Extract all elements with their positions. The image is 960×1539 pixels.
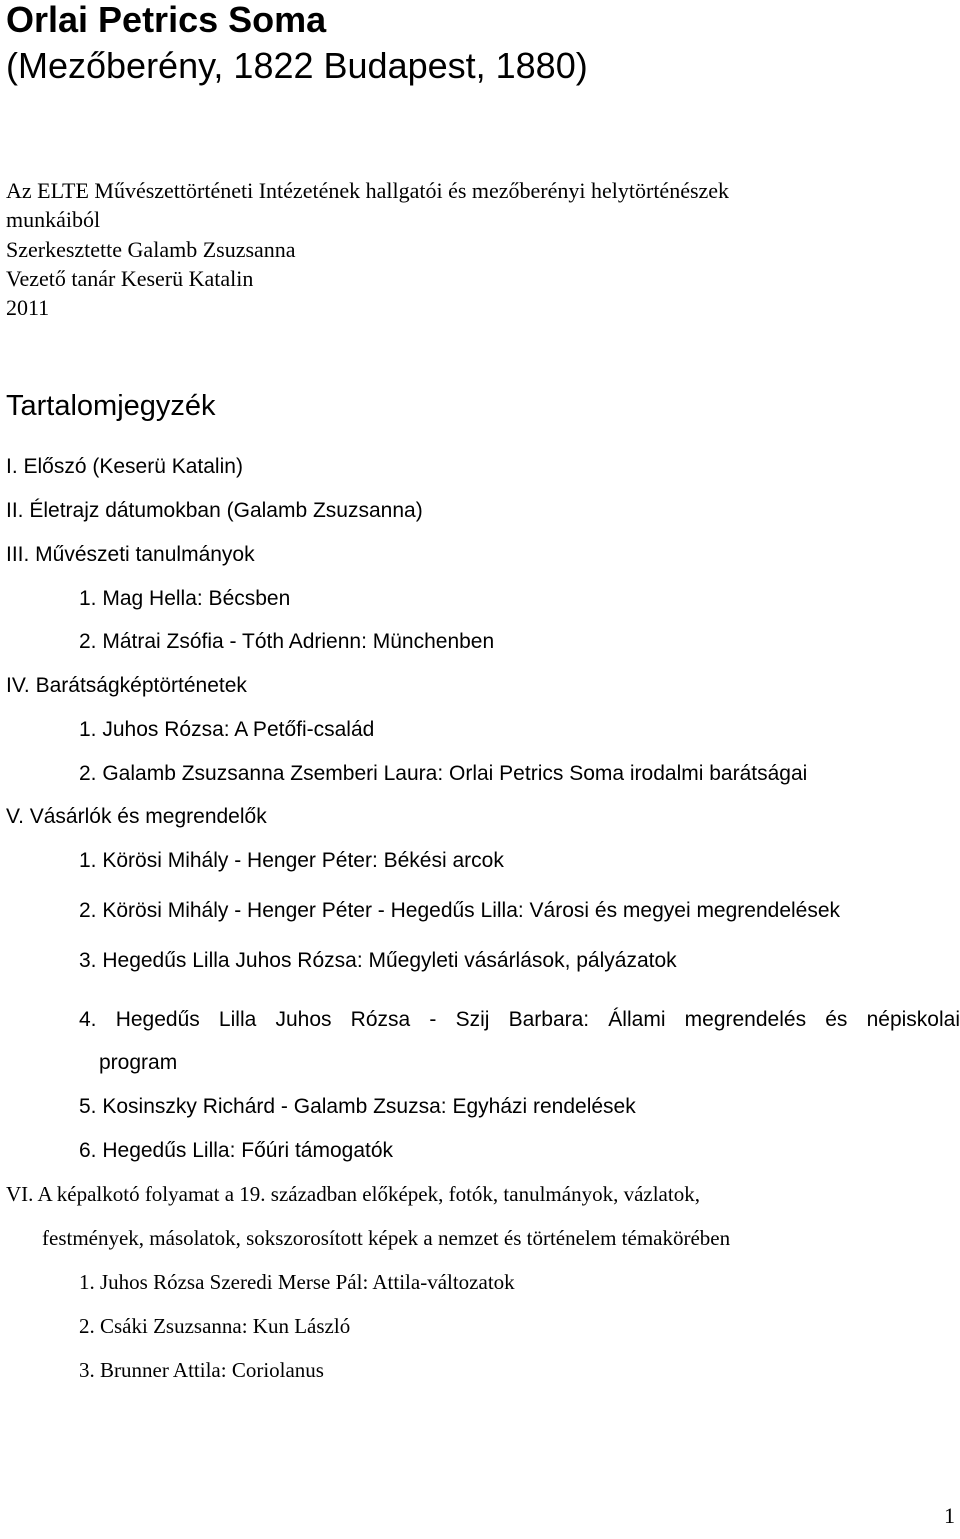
- toc-item: 5. Kosinszky Richárd - Galamb Zsuzsa: Egyházi rendelések: [79, 1095, 636, 1118]
- credit-line-supervisor: Vezető tanár Keserü Katalin: [6, 266, 254, 291]
- toc-item-continuation: program: [99, 1051, 178, 1074]
- credit-line-editor: Szerkesztette Galamb Zsuzsanna: [6, 237, 296, 262]
- toc-item: III. Művészeti tanulmányok: [6, 543, 255, 566]
- toc-item: 1. Körösi Mihály - Henger Péter: Békési arcok: [79, 849, 504, 872]
- title-name: Orlai Petrics Soma: [6, 0, 327, 40]
- toc-heading: Tartalomjegyzék: [6, 390, 216, 422]
- toc-item: II. Életrajz dátumokban (Galamb Zsuzsanna): [6, 499, 423, 522]
- title-dates: (Mezőberény, 1822 Budapest, 1880): [6, 45, 588, 86]
- credit-line-institution: Az ELTE Művészettörténeti Intézetének hallgatói és mezőberényi helytörténészek: [6, 178, 730, 203]
- toc-item-continuation: festmények, másolatok, sokszorosított képek a nemzet és történelem témakörében: [42, 1226, 731, 1250]
- toc-item: 3. Brunner Attila: Coriolanus: [79, 1358, 324, 1382]
- page-number: 1: [944, 1503, 955, 1528]
- toc-item: VI. A képalkotó folyamat a 19. században előképek, fotók, tanulmányok, vázlatok,: [6, 1182, 700, 1206]
- credit-line-works: munkáiból: [6, 207, 101, 232]
- toc-item: 2. Csáki Zsuzsanna: Kun László: [79, 1314, 351, 1338]
- toc-item: 2. Galamb Zsuzsanna Zsemberi Laura: Orlai Petrics Soma irodalmi barátságai: [79, 762, 808, 785]
- credit-line-year: 2011: [6, 295, 50, 320]
- toc-item: 2. Körösi Mihály - Henger Péter - Hegedűs Lilla: Városi és megyei megrendelések: [79, 899, 841, 922]
- toc-item: V. Vásárlók és megrendelők: [6, 805, 267, 828]
- toc-item: 1. Mag Hella: Bécsben: [79, 587, 291, 610]
- toc-item: 1. Juhos Rózsa: A Petőfi-család: [79, 718, 375, 741]
- toc-item: 2. Mátrai Zsófia - Tóth Adrienn: Münchenben: [79, 630, 495, 653]
- toc-item: 1. Juhos Rózsa Szeredi Merse Pál: Attila-változatok: [79, 1270, 515, 1294]
- toc-item: 6. Hegedűs Lilla: Főúri támogatók: [79, 1139, 394, 1162]
- toc-item: IV. Barátságképtörténetek: [6, 674, 247, 697]
- toc-item-wrapped: [79, 1007, 960, 1076]
- toc-item: 4. Hegedűs Lilla Juhos Rózsa - Szij Barbara: Állami megrendelés és népiskolai: [79, 1008, 960, 1031]
- toc-item: I. Előszó (Keserü Katalin): [6, 455, 243, 478]
- toc-item: 3. Hegedűs Lilla Juhos Rózsa: Műegyleti vásárlások, pályázatok: [79, 949, 677, 972]
